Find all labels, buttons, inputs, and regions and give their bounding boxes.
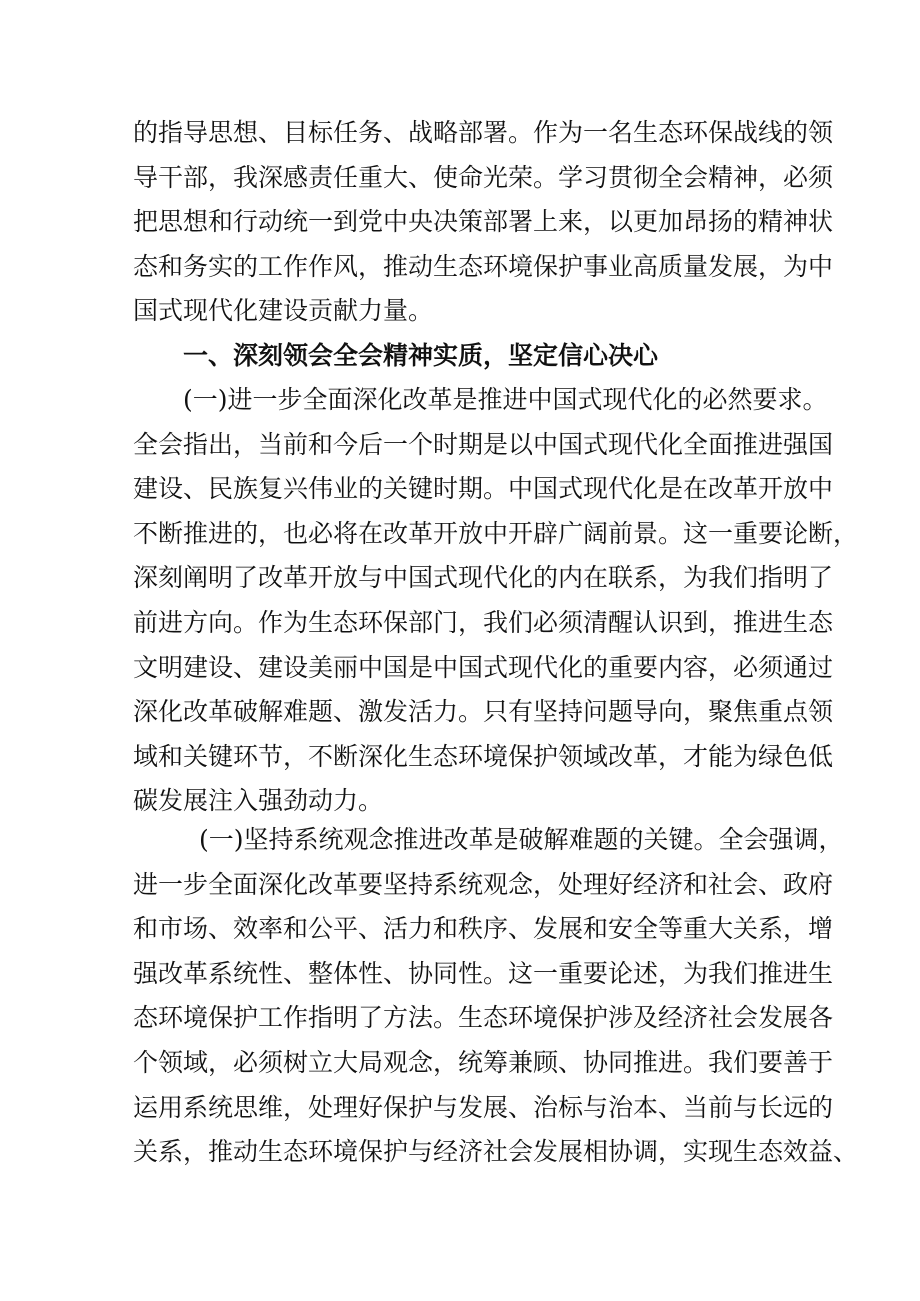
paragraph-line: (一)进一步全面深化改革是推进中国式现代化的必然要求。: [183, 385, 828, 414]
intro-paragraph: [133, 111, 834, 334]
paragraph-line: 运用系统思维，处理好保护与发展、治标与治本、当前与长远的: [133, 1092, 834, 1122]
section-heading-block: [133, 334, 797, 379]
paragraph-line: 文明建设、建设美丽中国是中国式现代化的重要内容，必须通过: [133, 652, 834, 682]
paragraph-line: 不断推进的，也必将在改革开放中开辟广阔前景。这一重要论断，: [133, 518, 859, 548]
paragraph-line: (一)坚持系统观念推进改革是破解难题的关键。全会强调，: [199, 825, 844, 854]
paragraph-line: 导干部，我深感责任重大、使命光荣。学习贯彻全会精神，必须: [133, 162, 834, 192]
section-heading: 一、深刻领会全会精神实质，坚定信心决心: [183, 341, 659, 370]
paragraph-line: 国式现代化建设贡献力量。: [133, 296, 434, 326]
paragraph-line: 深刻阐明了改革开放与中国式现代化的内在联系，为我们指明了: [133, 563, 834, 593]
paragraph-line: 全会指出，当前和今后一个时期是以中国式现代化全面推进强国: [133, 429, 834, 459]
paragraph-line: 进一步全面深化改革要坚持系统观念，处理好经济和社会、政府: [133, 869, 834, 899]
paragraph-line: 碳发展注入强劲动力。: [133, 786, 384, 816]
paragraph-line: 态环境保护工作指明了方法。生态环境保护涉及经济社会发展各: [133, 1003, 834, 1033]
paragraph-line: 和市场、效率和公平、活力和秩序、发展和安全等重大关系，增: [133, 914, 834, 944]
paragraph-line: 的指导思想、目标任务、战略部署。作为一名生态环保战线的领: [133, 118, 834, 147]
paragraph-line: 深化改革破解难题、激发活力。只有坚持问题导向，聚焦重点领: [133, 697, 834, 727]
paragraph-line: 建设、民族复兴伟业的关键时期。中国式现代化是在改革开放中: [133, 474, 834, 504]
paragraph-line: 关系，推动生态环境保护与经济社会发展相协调，实现生态效益、: [133, 1137, 859, 1167]
paragraph-one: [133, 378, 859, 824]
paragraph-line: 域和关键环节，不断深化生态环境保护领域改革，才能为绿色低: [133, 741, 834, 771]
paragraph-line: 个领域，必须树立大局观念，统筹兼顾、协同推进。我们要善于: [133, 1047, 834, 1077]
paragraph-line: 前进方向。作为生态环保部门，我们必须清醒认识到，推进生态: [133, 607, 834, 637]
paragraph-line: 把思想和行动统一到党中央决策部署上来，以更加昂扬的精神状: [133, 207, 834, 237]
paragraph-two: [133, 818, 859, 1175]
paragraph-line: 态和务实的工作作风，推动生态环境保护事业高质量发展，为中: [133, 251, 834, 281]
paragraph-line: 强改革系统性、整体性、协同性。这一重要论述，为我们推进生: [133, 958, 834, 988]
